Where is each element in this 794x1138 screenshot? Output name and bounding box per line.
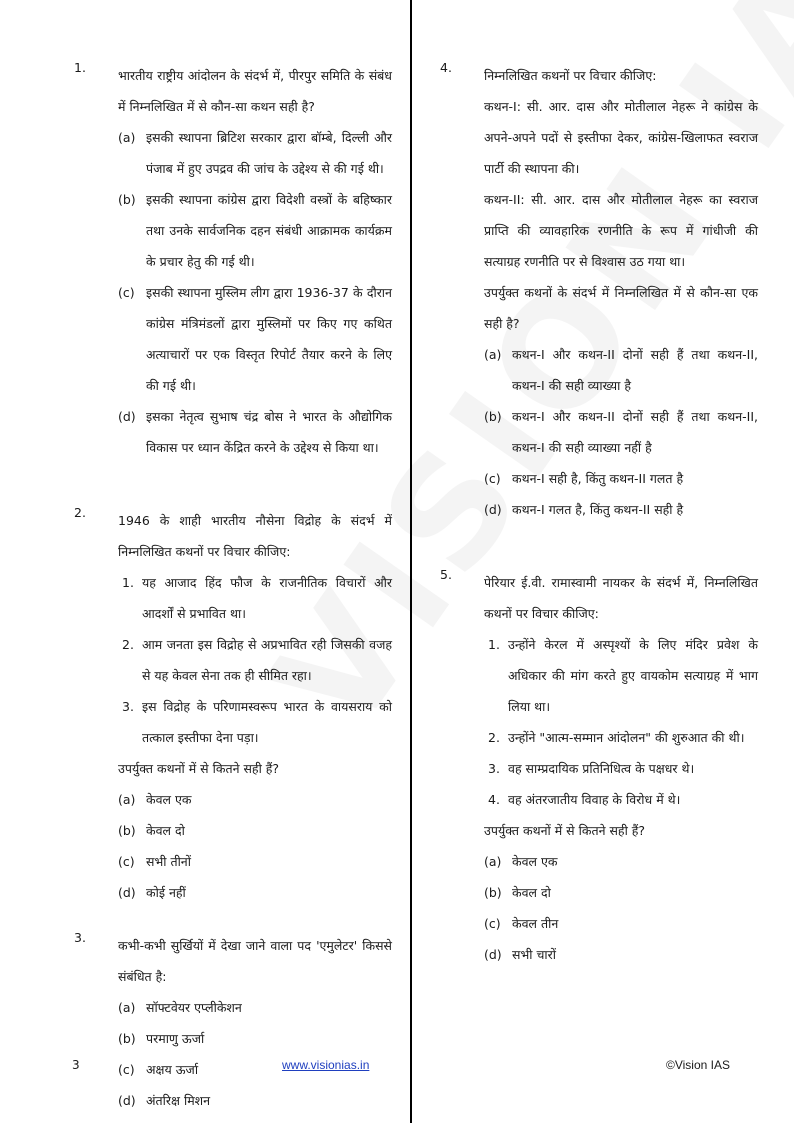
copyright-text: ©Vision IAS [666, 1058, 730, 1072]
question-stem: पेरियार ई.वी. रामास्वामी नायकर के संदर्भ में, निम्नलिखित कथनों पर विचार कीजिए: [484, 575, 758, 621]
statement-3: 3. इस विद्रोह के परिणामस्वरूप भारत के वायसराय को तत्काल इस्तीफा देना पड़ा। [122, 699, 392, 745]
option-a: (a) केवल एक [484, 854, 558, 869]
option-a: (a) इसकी स्थापना ब्रिटिश सरकार द्वारा बॉम्बे, दिल्ली और पंजाब में हुए उपद्रव की जांच के उद्देश्य से की गई थी। [118, 130, 392, 176]
question-prompt: उपर्युक्त कथनों में से कितने सही हैं? [118, 761, 280, 776]
question-prompt: उपर्युक्त कथनों के संदर्भ में निम्नलिखित में से कौन-सा एक सही है? [484, 285, 758, 331]
question-number: 4. [440, 60, 452, 75]
statement-3: 3. वह साम्प्रदायिक प्रतिनिधित्व के पक्षधर थे। [488, 761, 695, 776]
option-c: (c) सभी तीनों [118, 854, 191, 869]
question-stem: कभी-कभी सुर्खियों में देखा जाने वाला पद 'एमुलेटर' किससे संबंधित है: [118, 938, 392, 984]
option-b: (b) कथन-I और कथन-II दोनों सही हैं तथा कथन-II, कथन-I की सही व्याख्या नहीं है [484, 409, 758, 455]
option-b: (b) केवल दो [484, 885, 551, 900]
question-prompt: उपर्युक्त कथनों में से कितने सही हैं? [484, 823, 646, 838]
option-c: (c) अक्षय ऊर्जा [118, 1062, 199, 1077]
question-stem: भारतीय राष्ट्रीय आंदोलन के संदर्भ में, पीरपुर समिति के संबंध में निम्नलिखित में से कौन-सा कथन सही है? [118, 68, 392, 114]
option-d: (d) इसका नेतृत्व सुभाष चंद्र बोस ने भारत के औद्योगिक विकास पर ध्यान केंद्रित करने के उद्देश्य से किया था। [118, 409, 392, 455]
question-number: 1. [74, 60, 86, 75]
claim-1: कथन-I: सी. आर. दास और मोतीलाल नेहरू ने कांग्रेस के अपने-अपने पदों से इस्तीफा देकर, कांग्रेस-खिलाफत स्वराज पार्टी की स्थापना की। [484, 99, 758, 176]
option-c: (c) केवल तीन [484, 916, 559, 931]
option-c: (c) कथन-I सही है, किंतु कथन-II गलत है [484, 471, 684, 486]
question-4 [428, 60, 758, 525]
option-d: (d) अंतरिक्ष मिशन [118, 1093, 211, 1108]
website-link[interactable]: www.visionias.in [282, 1058, 370, 1072]
claim-2: कथन-II: सी. आर. दास और मोतीलाल नेहरू का स्वराज प्राप्ति की व्यावहारिक रणनीति के रूप में गांधीजी की सत्याग्रह रणनीति पर से विश्वास उठ गया था। [484, 192, 758, 269]
statement-4: 4. वह अंतरजातीय विवाह के विरोध में थे। [488, 792, 681, 807]
column-divider [410, 0, 412, 1123]
question-5 [428, 567, 758, 970]
option-a: (a) सॉफ्टवेयर एप्लीकेशन [118, 1000, 242, 1015]
question-stem: निम्नलिखित कथनों पर विचार कीजिए: [484, 68, 657, 83]
question-2 [62, 505, 392, 908]
option-a: (a) कथन-I और कथन-II दोनों सही हैं तथा कथन-II, कथन-I की सही व्याख्या है [484, 347, 758, 393]
page-number: 3 [72, 1058, 80, 1072]
option-b: (b) केवल दो [118, 823, 185, 838]
option-c: (c) इसकी स्थापना मुस्लिम लीग द्वारा 1936-37 के दौरान कांग्रेस मंत्रिमंडलों द्वारा मुस्लिमों पर किए गए कथित अत्याचारों पर एक विस्तृत रिपोर्ट तैयार करने के लिए की गई थी। [118, 285, 392, 393]
question-number: 2. [74, 505, 86, 520]
question-number: 5. [440, 567, 452, 582]
left-column [62, 60, 392, 1138]
option-d: (d) सभी चारों [484, 947, 556, 962]
statement-1: 1. यह आजाद हिंद फौज के राजनीतिक विचारों और आदर्शों से प्रभावित था। [122, 575, 392, 621]
option-a: (a) केवल एक [118, 792, 192, 807]
question-stem: 1946 के शाही भारतीय नौसेना विद्रोह के संदर्भ में निम्नलिखित कथनों पर विचार कीजिए: [118, 513, 392, 559]
statement-2: 2. आम जनता इस विद्रोह से अप्रभावित रही जिसकी वजह से यह केवल सेना तक ही सीमित रहा। [122, 637, 392, 683]
question-number: 3. [74, 930, 86, 945]
option-d: (d) कथन-I गलत है, किंतु कथन-II सही है [484, 502, 684, 517]
option-d: (d) कोई नहीं [118, 885, 186, 900]
statement-1: 1. उन्होंने केरल में अस्पृश्यों के लिए मंदिर प्रवेश के अधिकार की मांग करते हुए वायकोम सत्याग्रह में भाग लिया था। [488, 637, 758, 714]
question-3 [62, 930, 392, 1116]
option-b: (b) इसकी स्थापना कांग्रेस द्वारा विदेशी वस्त्रों के बहिष्कार तथा उनके सार्वजनिक दहन संबंधी आक्रामक कार्यक्रम के प्रचार हेतु की गई थी। [118, 192, 392, 269]
right-column [428, 60, 758, 992]
statement-2: 2. उन्होंने "आत्म-सम्मान आंदोलन" की शुरुआत की थी। [488, 730, 745, 745]
option-b: (b) परमाणु ऊर्जा [118, 1031, 205, 1046]
question-1 [62, 60, 392, 463]
